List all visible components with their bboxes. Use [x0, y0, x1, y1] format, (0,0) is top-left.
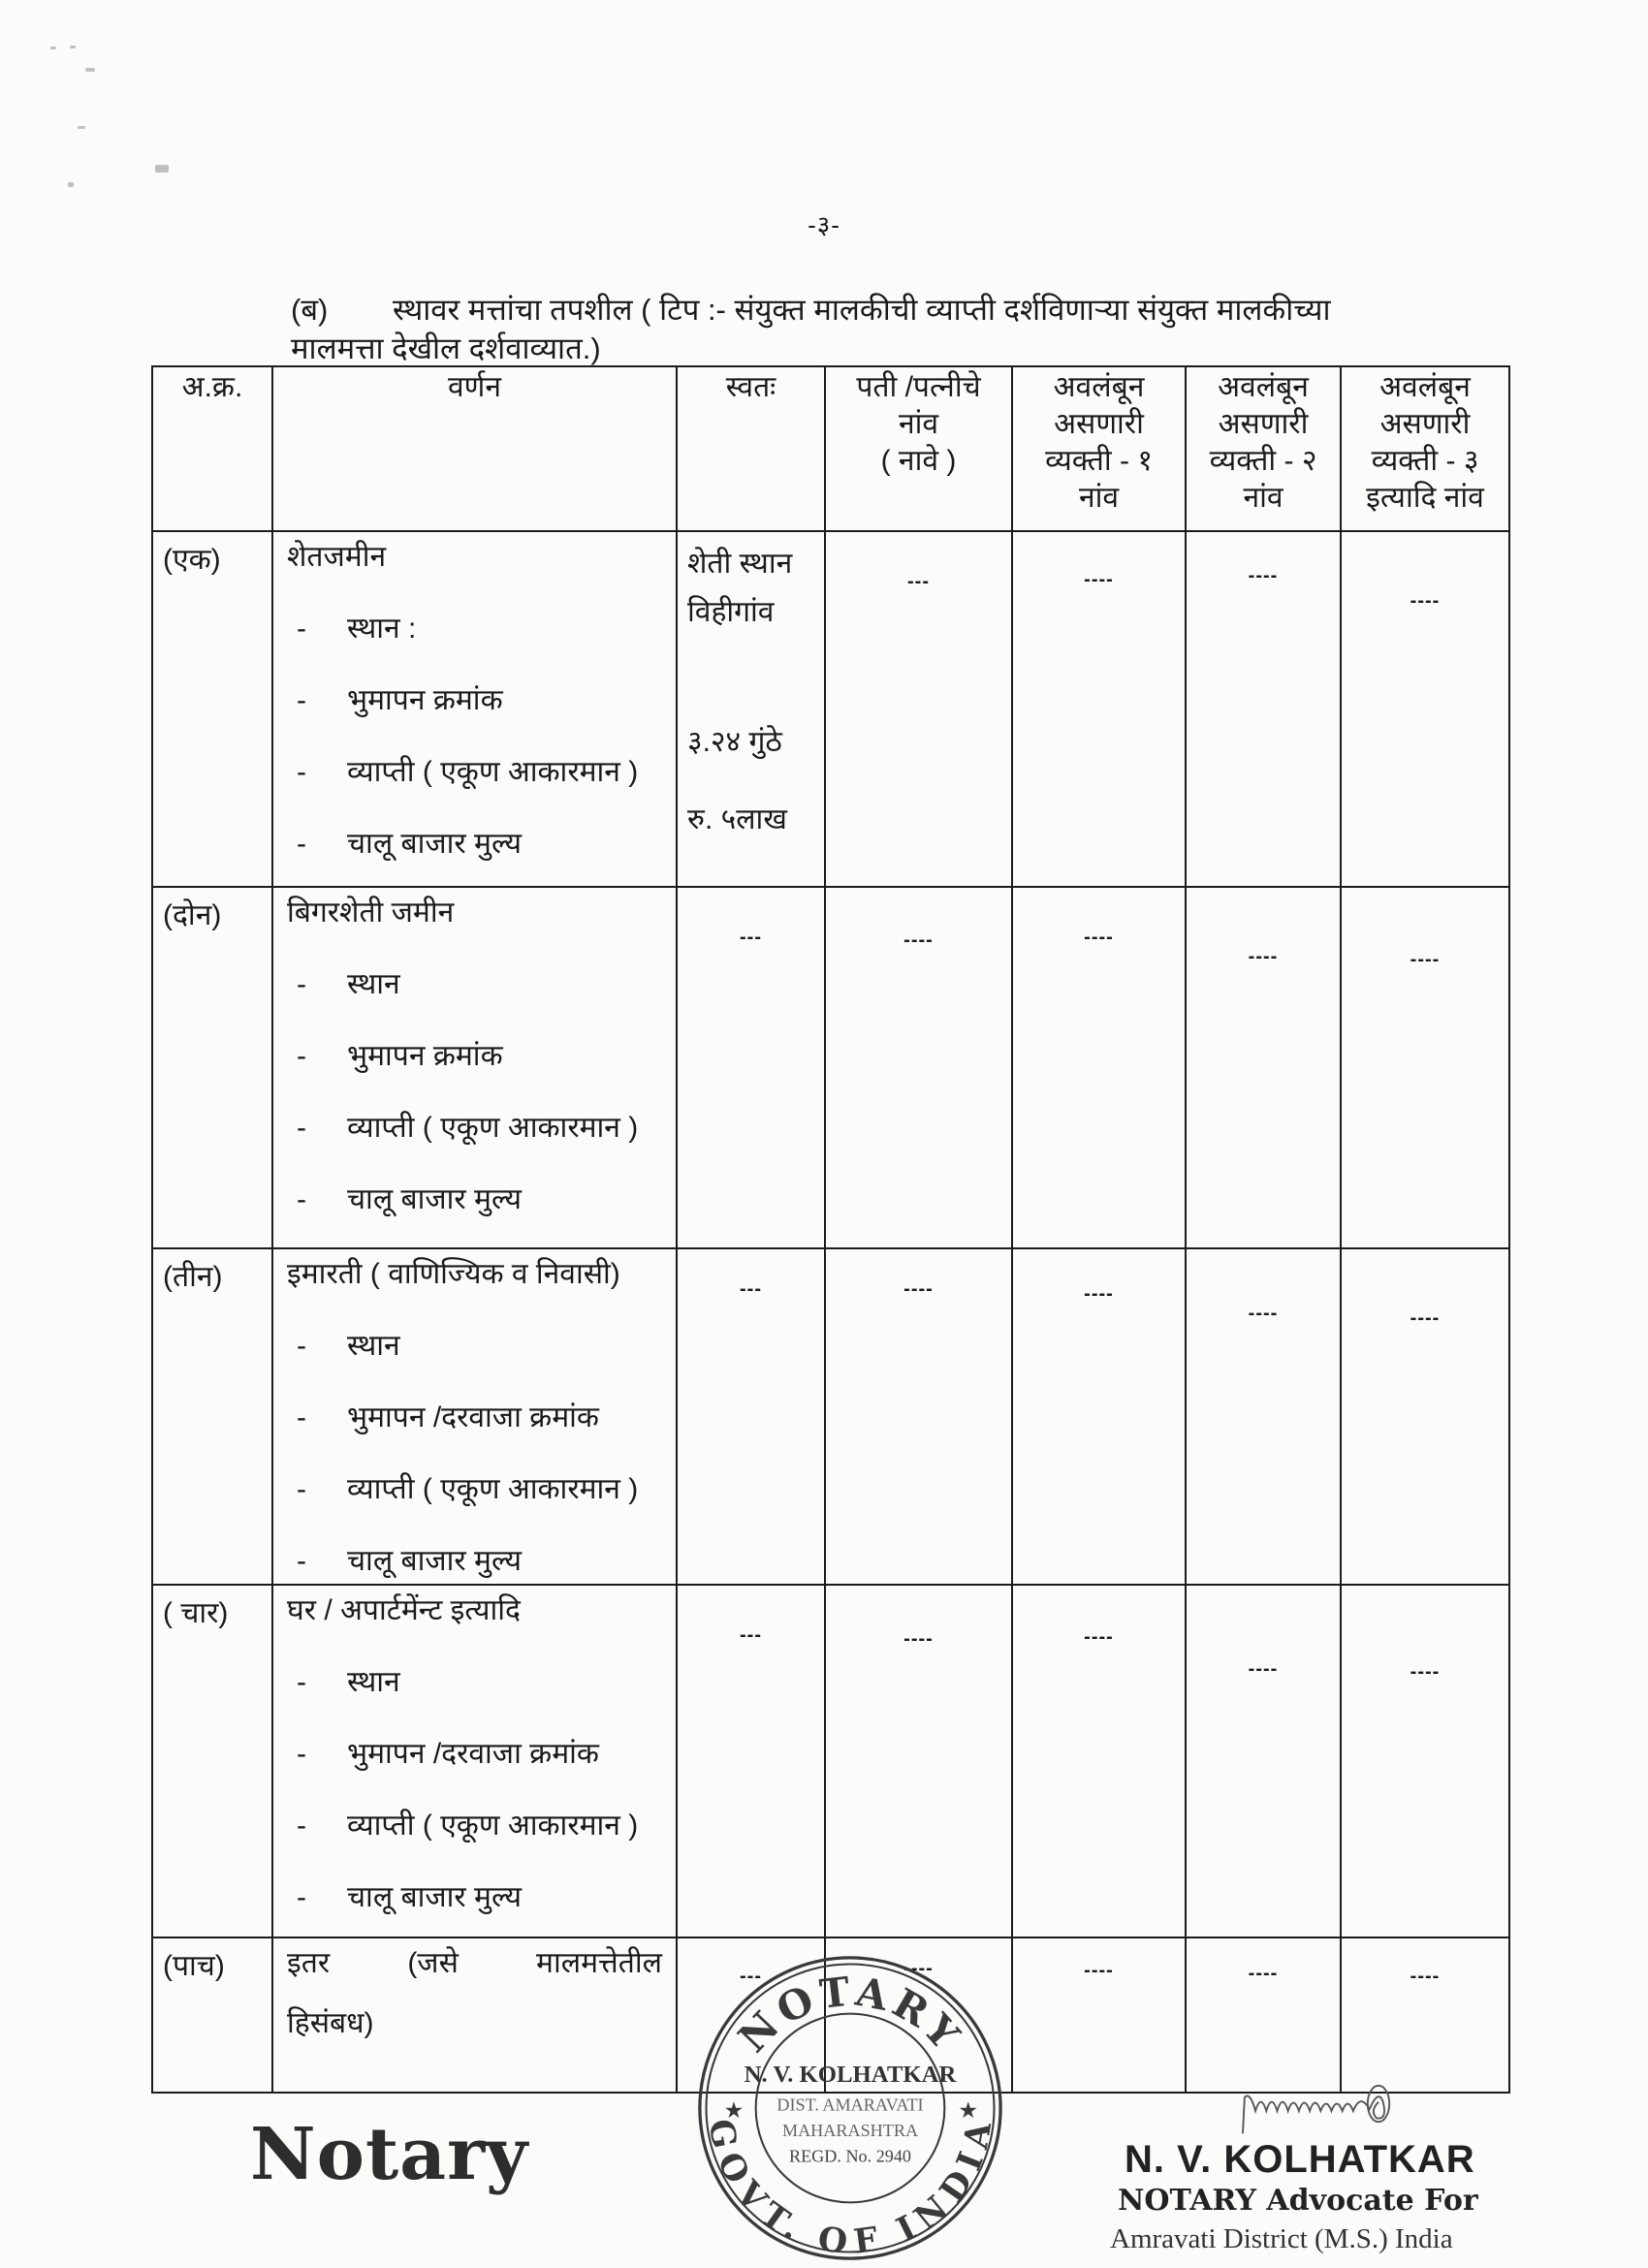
value-wrap [678, 888, 824, 1247]
column-header-line: अवलंबून [1218, 371, 1309, 403]
signatory-name: N. V. KOLHATKAR [1125, 2138, 1475, 2181]
seal-state: MAHARASHTRA [781, 2120, 919, 2140]
subitem-label: भुमापन /दरवाजा क्रमांक [347, 1402, 599, 1433]
column-header-line: असणारी [1218, 408, 1309, 440]
serial-number: (पाच) [163, 1950, 225, 1982]
scan-speck [68, 182, 74, 187]
dependent-1-cell [1012, 1937, 1186, 2093]
column-header [272, 366, 677, 531]
column-header-text [1342, 367, 1508, 517]
blank-value: ---- [1248, 1303, 1279, 1324]
self-owned-value: ३.२४ गुंठे [687, 726, 782, 758]
column-header-text [1013, 367, 1185, 517]
description-subitem [287, 753, 662, 792]
star-icon: ★ [958, 2096, 979, 2123]
bullet-dash: - [297, 684, 306, 716]
value-wrap [1342, 1249, 1508, 1584]
description-subitem [287, 1735, 662, 1774]
description-subitem [287, 681, 662, 720]
blank-value: --- [740, 1624, 762, 1646]
column-header [152, 366, 272, 531]
seal-top-text-path: NOTARY [728, 1967, 972, 2063]
dependent-3-cell [1341, 887, 1509, 1248]
asset-row [152, 1585, 1509, 1937]
value-wrap [1187, 1938, 1340, 2092]
column-header-line: इत्यादि नांव [1366, 482, 1484, 514]
subitem-label: व्याप्ती ( एकूण आकारमान ) [347, 756, 639, 788]
self-owned-value: रु. ५लाख [687, 803, 787, 835]
bullet-dash: - [297, 1040, 306, 1072]
self-owned-cell [677, 531, 825, 887]
immovable-assets-table [151, 365, 1510, 2094]
description-subitem [287, 825, 662, 864]
scan-speck [78, 126, 85, 129]
column-header-line: असणारी [1054, 408, 1144, 440]
blank-value: ---- [1084, 1283, 1114, 1305]
column-header [677, 366, 825, 531]
blank-value: ---- [1410, 949, 1441, 970]
serial-cell [152, 1585, 272, 1937]
subitem-label: व्याप्ती ( एकूण आकारमान ) [347, 1810, 639, 1842]
self-owned-cell [677, 1585, 825, 1937]
column-header-line: पती /पत्नीचे [856, 371, 981, 403]
dependent-2-cell [1186, 887, 1341, 1248]
bullet-dash: - [297, 613, 306, 645]
description-subitem [287, 1037, 662, 1076]
blank-value: --- [740, 1278, 762, 1300]
dependent-2-cell [1186, 1937, 1341, 2093]
bullet-dash: - [297, 1810, 306, 1842]
handwritten-signature [1226, 2084, 1449, 2138]
value-wrap [678, 1938, 824, 2092]
self-owned-cell [677, 1248, 825, 1585]
column-header-text [1187, 367, 1340, 517]
description-cell [272, 887, 677, 1248]
notary-label: Notary [250, 2113, 529, 2196]
column-header-line: ( नावे ) [880, 445, 957, 477]
column-header-text [153, 367, 271, 406]
value-wrap [826, 1586, 1011, 1937]
column-header-text [678, 367, 824, 406]
description-subitem [287, 1807, 662, 1845]
subitem-label: चालू बाजार मुल्य [347, 1183, 523, 1215]
spouse-cell [825, 1937, 1012, 2093]
title-word: मालमत्तेतील [536, 1947, 662, 1979]
column-header-line: अ.क्र. [181, 371, 243, 403]
dependent-1-cell [1012, 1585, 1186, 1937]
blank-value: ---- [1248, 565, 1279, 586]
asset-row [152, 1937, 1509, 2093]
bullet-dash: - [297, 1330, 306, 1362]
value-wrap [1187, 1586, 1340, 1937]
blank-value: ---- [1410, 1966, 1441, 1987]
value-wrap [678, 1249, 824, 1584]
self-owned-value: शेती स्थान [687, 548, 793, 580]
value-wrap [1187, 1249, 1340, 1584]
dependent-2-cell [1186, 531, 1341, 887]
subitem-label: भुमापन /दरवाजा क्रमांक [347, 1738, 599, 1770]
subitem-label: भुमापन क्रमांक [347, 684, 503, 716]
value-wrap [1013, 1586, 1185, 1937]
serial-cell [152, 531, 272, 887]
subitem-label: भुमापन क्रमांक [347, 1040, 503, 1072]
asset-type-title: घर / अपार्टमेंन्ट इत्यादि [287, 1594, 521, 1626]
description-cell [272, 1248, 677, 1585]
signatory-role: NOTARY Advocate For [1118, 2184, 1478, 2218]
seal-bottom-text-path: GOVT. OF INDIA [700, 2116, 1000, 2263]
asset-row [152, 1248, 1509, 1585]
description-cell [272, 1937, 677, 2093]
header-row [152, 366, 1509, 531]
value-wrap [1013, 1249, 1185, 1584]
bullet-dash: - [297, 828, 306, 860]
seal-bottom-text [700, 2116, 999, 2262]
bullet-dash: - [297, 1738, 306, 1770]
dependent-3-cell [1341, 531, 1509, 887]
serial-cell [152, 1248, 272, 1585]
description-cell [272, 1585, 677, 1937]
scan-speck [155, 165, 169, 173]
spouse-cell [825, 531, 1012, 887]
serial-number: ( चार) [163, 1597, 229, 1629]
blank-value: ---- [903, 1958, 934, 1979]
asset-type-title-continued: हिसंबध) [287, 2007, 374, 2039]
serial-cell [152, 887, 272, 1248]
column-header-line: व्यक्ती - १ [1045, 445, 1153, 477]
title-word: (जसे [407, 1947, 459, 1979]
subitem-label: चालू बाजार मुल्य [347, 828, 523, 860]
self-owned-value [687, 637, 824, 685]
bullet-dash: - [297, 968, 306, 1000]
bullet-dash: - [297, 1112, 306, 1144]
description [273, 1938, 676, 2043]
column-header-line: व्यक्ती - ३ [1371, 445, 1479, 477]
description-subitem [287, 1181, 662, 1219]
asset-type-title: बिगरशेती जमीन [287, 897, 455, 929]
bullet-dash: - [297, 756, 306, 788]
dependent-1-cell [1012, 1248, 1186, 1585]
column-header-text [826, 367, 1011, 480]
description [273, 532, 676, 864]
blank-value: ---- [1410, 1307, 1441, 1329]
column-header [1186, 366, 1341, 531]
blank-value: --- [907, 571, 930, 592]
value-wrap [1342, 888, 1508, 1247]
column-header-line: अवलंबून [1379, 371, 1471, 403]
subitem-label: व्याप्ती ( एकूण आकारमान ) [347, 1473, 639, 1505]
serial-number: (एक) [163, 544, 221, 576]
column-header [1012, 366, 1186, 531]
star-icon: ★ [723, 2096, 745, 2123]
value-wrap [1013, 532, 1185, 886]
subitem-label: चालू बाजार मुल्य [347, 1545, 523, 1577]
dependent-2-cell [1186, 1585, 1341, 1937]
blank-value: --- [740, 927, 762, 948]
asset-type-title: शेतजमीन [287, 541, 387, 573]
description [273, 888, 676, 1219]
value-wrap [1013, 1938, 1185, 2092]
value-wrap [826, 1249, 1011, 1584]
asset-row [152, 887, 1509, 1248]
blank-value: ---- [1248, 1963, 1279, 1984]
column-header [1341, 366, 1509, 531]
value-wrap [826, 532, 1011, 886]
blank-value: ---- [1248, 946, 1279, 967]
asset-row [152, 531, 1509, 887]
value-wrap [1013, 888, 1185, 1247]
bullet-dash: - [297, 1881, 306, 1913]
value-wrap [1342, 1938, 1508, 2092]
dependent-1-cell [1012, 531, 1186, 887]
description [273, 1586, 676, 1917]
self-owned-value: विहीगांव [687, 596, 775, 628]
blank-value: ---- [1410, 1661, 1441, 1683]
serial-number: (दोन) [163, 899, 222, 931]
blank-value: ---- [1410, 590, 1441, 612]
notary-signature-block [1110, 2084, 1517, 2263]
section-heading: स्थावर मत्तांचा तपशील ( टिप :- संयुक्त मालकीची व्याप्ती दर्शविणाऱ्या संयुक्त मालकीच्या [393, 293, 1331, 327]
value-wrap [1342, 1586, 1508, 1937]
dependent-1-cell [1012, 887, 1186, 1248]
dependent-3-cell [1341, 1937, 1509, 2093]
column-header-line: व्यक्ती - २ [1209, 445, 1317, 477]
value-wrap [678, 1586, 824, 1937]
subitem-label: स्थान [347, 968, 400, 1000]
self-owned-cell [677, 887, 825, 1248]
serial-number: (तीन) [163, 1261, 223, 1293]
description-subitem [287, 1663, 662, 1702]
blank-value: ---- [903, 1278, 934, 1300]
seal-reg-number: REGD. No. 2940 [789, 2146, 911, 2166]
scan-speck [50, 47, 56, 49]
column-header-line: नांव [1078, 482, 1120, 514]
column-header-line: अवलंबून [1053, 371, 1145, 403]
blank-value: ---- [1084, 1960, 1114, 1981]
column-header-line: नांव [898, 408, 939, 440]
spouse-cell [825, 1585, 1012, 1937]
dependent-3-cell [1341, 1585, 1509, 1937]
value-wrap [826, 888, 1011, 1247]
blank-value: --- [740, 1966, 762, 1987]
column-header-line: नांव [1243, 482, 1284, 514]
description-subitem [287, 1470, 662, 1509]
description-cell [272, 531, 677, 887]
bullet-dash: - [297, 1402, 306, 1433]
self-owned-cell [677, 1937, 825, 2093]
spouse-cell [825, 887, 1012, 1248]
spouse-cell [825, 1248, 1012, 1585]
column-header [825, 366, 1012, 531]
column-header-line: स्वतः [725, 371, 776, 403]
dependent-3-cell [1341, 1248, 1509, 1585]
blank-value: ---- [903, 1628, 934, 1650]
value-wrap [826, 1938, 1011, 2092]
column-header-line: असणारी [1379, 408, 1471, 440]
bullet-dash: - [297, 1473, 306, 1505]
asset-type-title: इमारती ( वाणिज्यिक व निवासी) [287, 1258, 620, 1290]
signatory-place: Amravati District (M.S.) India [1110, 2223, 1453, 2254]
column-header-line: वर्णन [447, 371, 502, 403]
description-subitem [287, 1399, 662, 1437]
asset-type-title [287, 1944, 662, 1983]
description-subitem [287, 1542, 662, 1581]
subitem-label: स्थान [347, 1666, 400, 1698]
page-number: -३- [808, 210, 840, 239]
serial-cell [152, 1937, 272, 2093]
section-intro [291, 291, 1503, 368]
subitem-label: स्थान [347, 1330, 400, 1362]
description-subitem [287, 610, 662, 648]
title-word: इतर [287, 1947, 331, 1979]
column-header-text [273, 367, 676, 406]
blank-value: ---- [903, 929, 934, 951]
bullet-dash: - [297, 1666, 306, 1698]
self-owned-details [678, 532, 824, 844]
description-subitem [287, 1327, 662, 1366]
value-wrap [1187, 888, 1340, 1247]
blank-value: ---- [1084, 927, 1114, 948]
blank-value: ---- [1248, 1658, 1279, 1680]
section-heading-continued: मालमत्ता देखील दर्शवाव्यात.) [291, 331, 601, 365]
blank-value: ---- [1084, 569, 1114, 590]
bullet-dash: - [297, 1183, 306, 1215]
section-marker: (ब) [291, 293, 329, 327]
description [273, 1249, 676, 1581]
subitem-label: व्याप्ती ( एकूण आकारमान ) [347, 1112, 639, 1144]
seal-name: N. V. KOLHATKAR [744, 2061, 957, 2088]
bullet-dash: - [297, 1545, 306, 1577]
subitem-label: स्थान : [347, 613, 417, 645]
blank-value: ---- [1084, 1626, 1114, 1648]
subitem-label: चालू बाजार मुल्य [347, 1881, 523, 1913]
description-subitem [287, 1109, 662, 1148]
description-subitem [287, 965, 662, 1004]
value-wrap [1187, 532, 1340, 886]
value-wrap [1342, 532, 1508, 886]
description-subitem [287, 1878, 662, 1917]
dependent-2-cell [1186, 1248, 1341, 1585]
seal-district: DIST. AMARAVATI [776, 2095, 924, 2115]
scan-speck [70, 46, 76, 48]
scan-speck [85, 68, 95, 72]
